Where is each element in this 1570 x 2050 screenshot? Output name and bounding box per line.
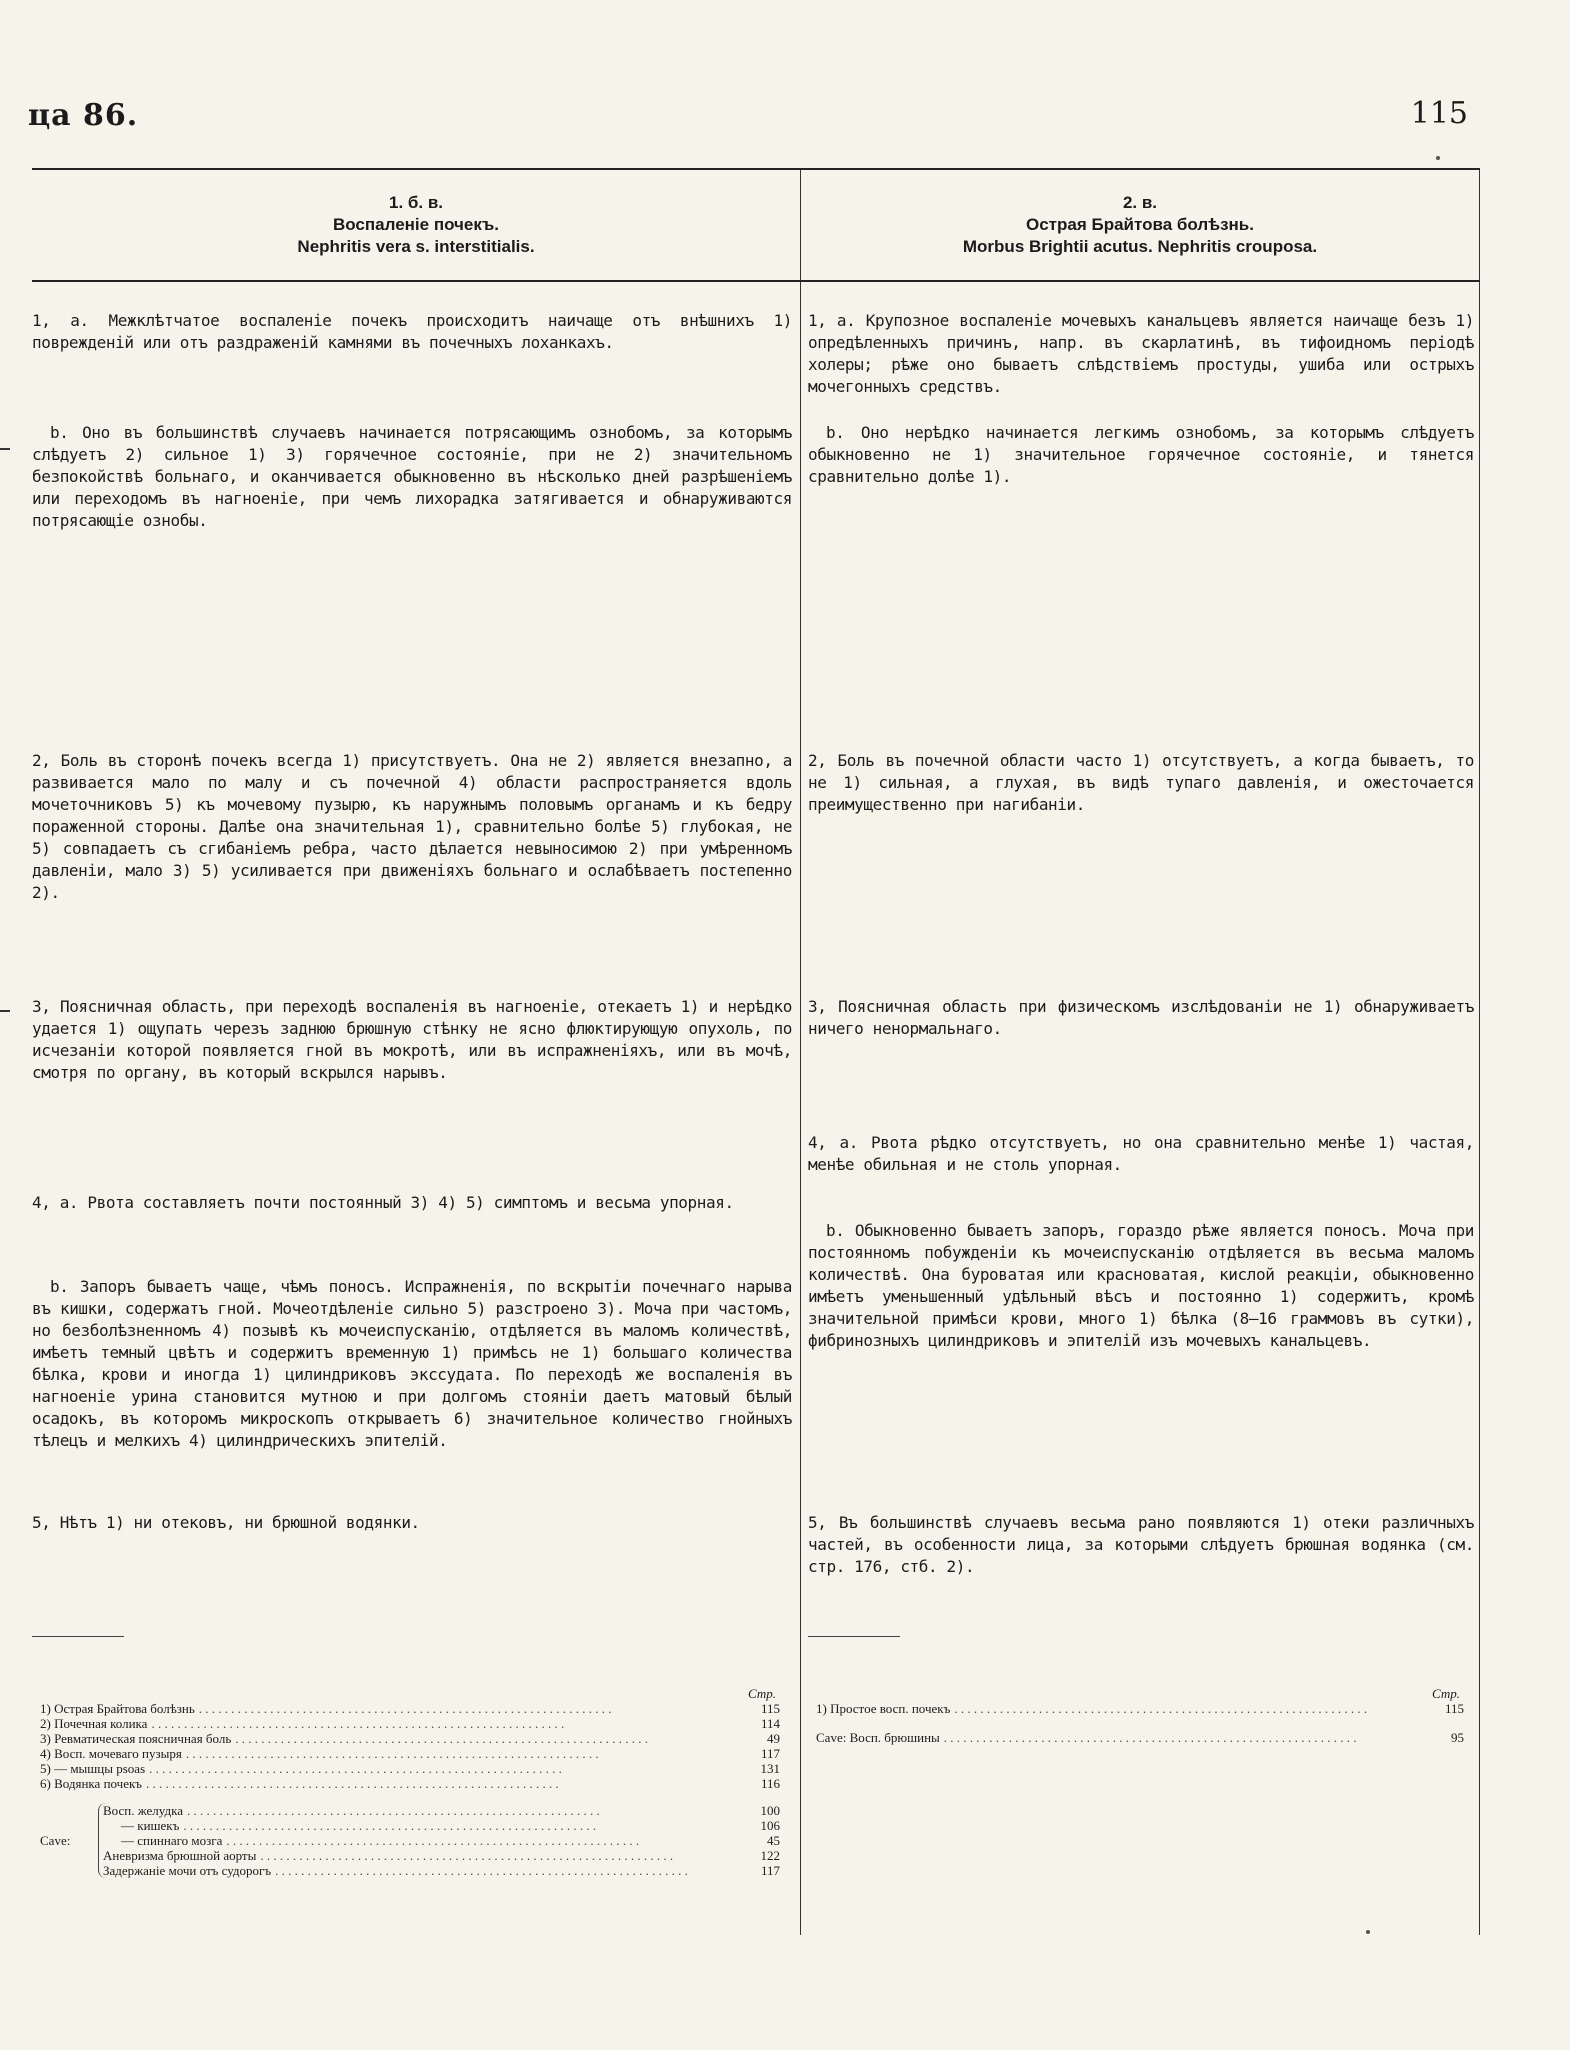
left-entry-5: 5, Нѣтъ 1) ни отековъ, ни брюшной водянки.	[32, 1513, 420, 1532]
footnote-label: 1) Острая Брайтова болѣзнь	[40, 1701, 195, 1716]
right-entry-3: 3, Поясничная область при физическомъ изслѣдованіи не 1) обнаруживаетъ ничего ненормальнаго.	[808, 997, 1474, 1038]
right-entry-5: 5, Въ большинствѣ случаевъ весьма рано появляются 1) отеки различныхъ частей, въ особенности лица, за которыми слѣдуетъ брюшная водянка (см. стр. 176, стб. 2).	[808, 1513, 1474, 1576]
right-heading-number: 2. в.	[1122, 193, 1158, 212]
cave-row-page: 117	[760, 1863, 780, 1878]
footnote-page: 49	[767, 1731, 780, 1746]
right-entry-1b: b. Оно нерѣдко начинается легкимъ ознобомъ, за которымъ слѣдуетъ обыкновенно не 1) значительное горячечное состояніе, и тянется сравнительно долѣе 1).	[808, 423, 1474, 486]
left-heading-latin: Nephritis vera s. interstitialis.	[297, 237, 535, 256]
comparison-table	[32, 168, 1480, 1935]
cave-row	[103, 1803, 780, 1818]
footnote-row	[816, 1730, 1464, 1745]
footnote-row	[40, 1761, 780, 1776]
footnote-row	[40, 1746, 780, 1761]
footnote-label: Cave: Восп. брюшины	[816, 1730, 940, 1745]
left-heading-title: Воспаленіе почекъ.	[333, 215, 499, 234]
print-dot	[1436, 156, 1440, 160]
cave-row	[103, 1818, 780, 1833]
margin-tick	[0, 1010, 10, 1012]
right-entry-4b: b. Обыкновенно бываетъ запоръ, гораздо рѣже является поносъ. Моча при постоянномъ побужденіи къ мочеиспусканію отдѣляется въ весьма маломъ количествѣ. Она буроватая или красноватая, кислой реакціи, обыкновенно имѣетъ уменьшенный удѣльный вѣсъ и постоянно 1) содержитъ, кромѣ значительной примѣси крови, много 1) бѣлка (8—16 граммовъ въ сутки), фибринозныхъ цилиндриковъ и эпителій изъ мочевыхъ канальцевъ.	[808, 1221, 1474, 1350]
left-footnote-page-head: Стр.	[748, 1686, 776, 1701]
footnote-label: 4) Восп. мочеваго пузыря	[40, 1746, 182, 1761]
footnote-row	[40, 1701, 780, 1716]
left-entry-3: 3, Поясничная область, при переходѣ воспаленія въ нагноеніе, отекаетъ 1) и нерѣдко удается 1) ощупать черезъ заднюю брюшную стѣнку не ясно флюктирующую опухоль, по исчезаніи которой появляется гной въ мокротѣ, или въ испражненіяхъ, или въ мочѣ, смотря по органу, въ который вскрылся нарывъ.	[32, 997, 792, 1082]
cave-row-label: Аневризма брюшной аорты	[103, 1848, 257, 1863]
right-entry-2: 2, Боль въ почечной области часто 1) отсутствуетъ, а когда бываетъ, то не 1) сильная, а глухая, въ видѣ тупаго давленія, и ожесточается преимущественно при нагибаніи.	[808, 751, 1474, 814]
page-header	[0, 90, 1570, 140]
cave-list	[98, 1803, 780, 1878]
footnote-row	[40, 1716, 780, 1731]
left-entry-4b: b. Запоръ бываетъ чаще, чѣмъ поносъ. Испражненія, по вскрытіи почечнаго нарыва въ кишки, содержатъ гной. Мочеотдѣленіе сильно 5) разстроено 3). Моча при частомъ, но безболѣзненномъ 4) позывѣ къ мочеиспусканію, отдѣляется въ маломъ количествѣ, имѣетъ темный цвѣтъ и содержитъ временную 1) примѣсь не 1) большаго количества бѣлка, крови и иногда 1) цилиндриковъ экссудата. По переходѣ же воспаленія въ нагноеніе урина становится мутною и при долгомъ стояніи даетъ матовый бѣлый осадокъ, въ которомъ микроскопъ открываетъ 6) значительное количество гнойныхъ тѣлецъ и мелкихъ 4) цилиндрическихъ эпителій.	[32, 1277, 792, 1450]
table-right-border	[1479, 170, 1480, 1935]
footnote-label: 5) — мышцы psoas	[40, 1761, 146, 1776]
right-heading-latin: Morbus Brightii acutus. Nephritis crouposa.	[962, 237, 1318, 256]
footnote-label: 2) Почечная колика	[40, 1716, 148, 1731]
header-rule	[32, 280, 1480, 282]
left-entry-2: 2, Боль въ сторонѣ почекъ всегда 1) присутствуетъ. Она не 2) является внезапно, а развивается мало по малу и съ почечной 4) области распространяется вдоль мочеточниковъ 5) къ мочевому пузырю, къ наружнымъ половымъ органамъ и къ бедру пораженной стороны. Далѣе она значительная 1), сравнительно болѣе 5) глубокая, не 5) совпадаетъ съ сгибаніемъ ребра, часто дѣлается невыносимою 2) при умѣренномъ давленіи, мало 3) 5) усиливается при движеніяхъ больнаго и ослабѣваетъ постепенно 2).	[32, 751, 792, 902]
footnote-page: 117	[760, 1746, 780, 1761]
left-heading-number: 1. б. в.	[388, 193, 444, 212]
left-footnote-rule	[32, 1636, 124, 1637]
footnote-label: 3) Ревматическая поясничная боль	[40, 1731, 232, 1746]
footnote-row	[40, 1776, 780, 1791]
right-footnotes	[816, 1686, 1464, 1745]
page-mark: ца 86.	[28, 98, 139, 133]
cave-row-page: 45	[767, 1833, 780, 1848]
left-entry-4a: 4, а. Рвота составляетъ почти постоянный 3) 4) 5) симптомъ и весьма упорная.	[32, 1193, 734, 1212]
left-column-heading	[32, 192, 800, 258]
cave-row-page: 122	[760, 1848, 780, 1863]
footnote-page: 115	[760, 1701, 780, 1716]
left-footnotes	[40, 1686, 780, 1878]
right-footnote-page-head: Стр.	[1432, 1686, 1460, 1701]
footnote-page: 131	[760, 1761, 780, 1776]
right-heading-title: Острая Брайтова болѣзнь.	[1026, 215, 1254, 234]
cave-row-page: 100	[760, 1803, 780, 1818]
cave-row	[103, 1848, 780, 1863]
footnote-row	[40, 1731, 780, 1746]
footnote-page: 116	[760, 1776, 780, 1791]
right-entry-1a: 1, а. Крупозное воспаленіе мочевыхъ канальцевъ является наичаще безъ 1) опредѣленныхъ причинъ, напр. въ скарлатинѣ, въ тифоидномъ періодѣ холеры; рѣже оно бываетъ слѣдствіемъ простуды, ушиба или острыхъ мочегонныхъ средствъ.	[808, 311, 1474, 396]
cave-row-label: — кишекъ	[121, 1818, 180, 1833]
right-column-heading	[800, 192, 1480, 258]
footnote-label: 6) Водянка почекъ	[40, 1776, 143, 1791]
footnote-label: 1) Простое восп. почекъ	[816, 1701, 951, 1716]
cave-row	[103, 1833, 780, 1848]
cave-label: Cave:	[40, 1833, 71, 1848]
footnote-row	[816, 1701, 1464, 1716]
right-footnote-rule	[808, 1636, 900, 1637]
cave-group	[40, 1803, 780, 1878]
right-entry-4a: 4, а. Рвота рѣдко отсутствуетъ, но она сравнительно менѣе 1) частая, менѣе обильная и не столь упорная.	[808, 1133, 1474, 1174]
footnote-page: 115	[1444, 1701, 1464, 1716]
left-entry-1a: 1, а. Межклѣтчатое воспаленіе почекъ происходитъ наичаще отъ внѣшнихъ 1) поврежденій или отъ раздраженій камнями въ почечныхъ лоханкахъ.	[32, 311, 792, 352]
page-number: 115	[1410, 96, 1468, 131]
footnote-page: 114	[760, 1716, 780, 1731]
cave-row-label: Восп. желудка	[103, 1803, 183, 1818]
cave-row-label: Задержаніе мочи отъ судорогъ	[103, 1863, 272, 1878]
margin-tick	[0, 448, 10, 450]
cave-row	[103, 1863, 780, 1878]
footnote-page: 95	[1451, 1730, 1464, 1745]
column-divider	[800, 170, 801, 1935]
cave-row-page: 106	[760, 1818, 780, 1833]
left-entry-1b: b. Оно въ большинствѣ случаевъ начинается потрясающимъ ознобомъ, за которымъ слѣдуетъ 2) сильное 1) 3) горячечное состояніе, при не 2) значительномъ безпокойствѣ больнаго, и оканчивается обыкновенно въ нѣсколько дней разрѣшеніемъ или переходомъ въ нагноеніе, при чемъ лихорадка затягивается и обнаруживаются потрясающіе ознобы.	[32, 423, 792, 530]
cave-row-label: — спиннаго мозга	[121, 1833, 223, 1848]
